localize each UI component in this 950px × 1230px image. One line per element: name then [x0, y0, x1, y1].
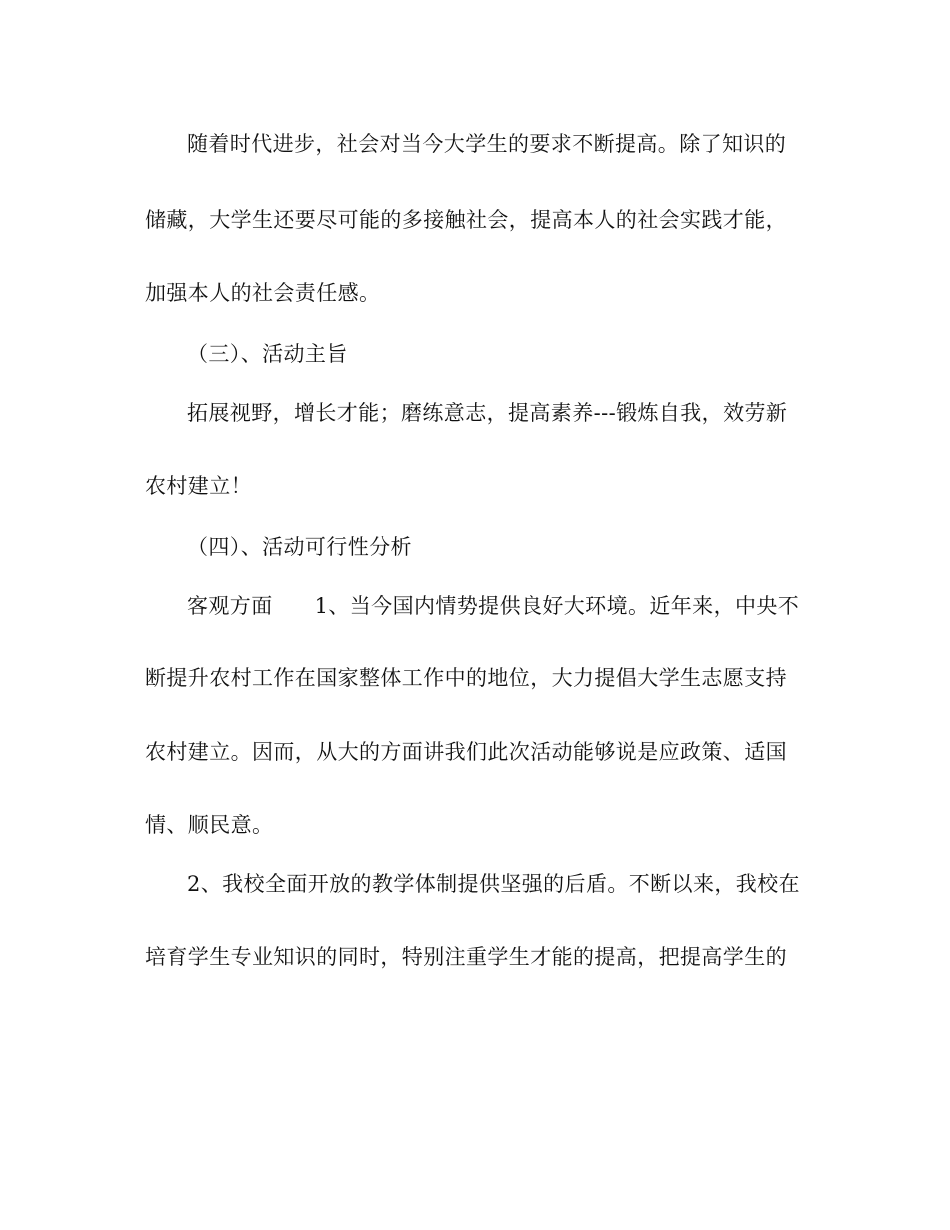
paragraph-line: 培育学生专业知识的同时，特别注重学生才能的提高，把提高学生的 — [145, 945, 787, 969]
paragraph-line — [187, 592, 852, 620]
paragraph-line: 情、顺民意。 — [145, 813, 274, 837]
paragraph-label: 客观方面 — [187, 594, 273, 618]
paragraph-text: 1、当今国内情势提供良好大环境。近年来，中央不 — [314, 594, 800, 618]
paragraph-line: 农村建立！ — [145, 474, 252, 498]
paragraph-line: 拓展视野，增长才能；磨练意志，提高素养---锻炼自我，效劳新 — [187, 401, 788, 425]
paragraph-line: 储藏，大学生还要尽可能的多接触社会，提高本人的社会实践才能， — [145, 208, 787, 232]
paragraph-line: 断提升农村工作在国家整体工作中的地位，大力提倡大学生志愿支持 — [145, 666, 787, 690]
paragraph-line: 2、我校全面开放的教学体制提供坚强的后盾。不断以来，我校在 — [187, 872, 800, 896]
section-heading: （四）、活动可行性分析 — [187, 535, 412, 559]
section-heading: （三）、活动主旨 — [187, 342, 348, 366]
paragraph-line: 随着时代进步，社会对当今大学生的要求不断提高。除了知识的 — [187, 132, 787, 156]
paragraph-line: 加强本人的社会责任感。 — [145, 281, 381, 305]
paragraph-line: 农村建立。因而，从大的方面讲我们此次活动能够说是应政策、适国 — [145, 740, 787, 764]
